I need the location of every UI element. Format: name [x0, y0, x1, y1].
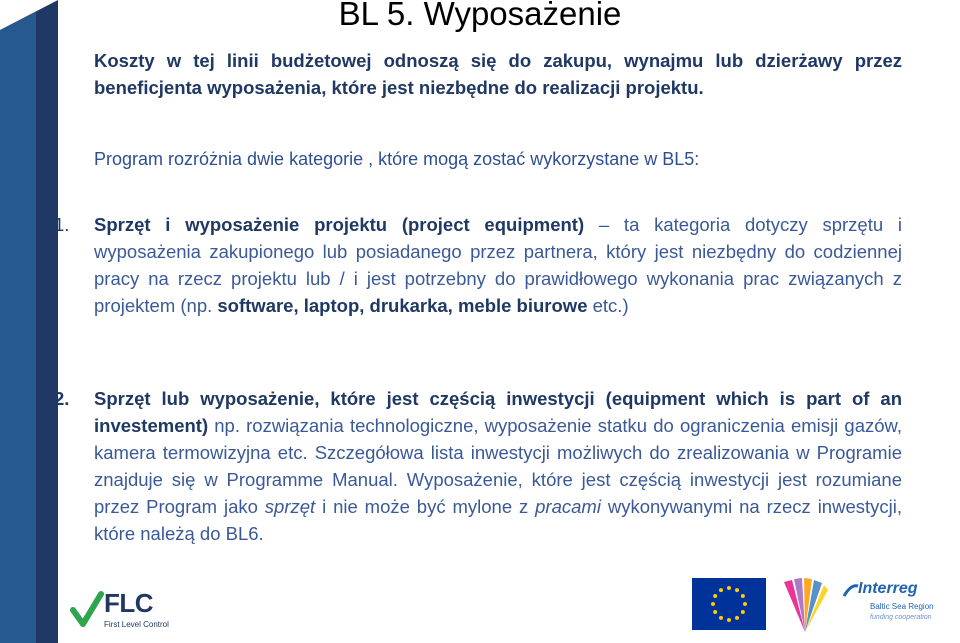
eu-star	[743, 602, 747, 606]
list-item-2	[54, 385, 902, 547]
interreg-title: Interreg	[858, 580, 918, 597]
flc-logo	[70, 586, 169, 638]
eu-star	[727, 586, 731, 590]
flc-logo-text: FLC	[104, 588, 154, 618]
eu-star	[719, 616, 723, 620]
eu-star	[713, 594, 717, 598]
eu-star	[713, 610, 717, 614]
program-line: Program rozróżnia dwie kategorie , które mogą zostać wykorzystane w BL5:	[94, 149, 700, 169]
fan-logo-icon	[780, 576, 830, 634]
intro-paragraph: Koszty w tej linii budżetowej odnoszą się do zakupu, wynajmu lub dzierżawy przez beneficjenta wyposażenia, które jest niezbędne do realizacji projektu.	[94, 50, 902, 98]
item2-italic-2: pracami	[535, 496, 601, 517]
item2-text-b: i nie może być mylone z	[315, 496, 536, 517]
list-number-2: 2.	[54, 388, 70, 409]
eu-star	[735, 616, 739, 620]
slide-title: BL 5. Wyposażenie	[338, 0, 622, 32]
left-decorative-ribbon	[0, 0, 58, 643]
eu-flag-icon	[692, 578, 766, 630]
footer-logos	[0, 572, 960, 643]
item2-text-a: np. rozwiązania technologiczne, wyposażenie statku do ograniczenia emisji gazów, kamera termowizyjna etc. Szczegółowa lista inwestycji możliwych do zrealizowania w Programie znajduje się w Programme Manual. Wyposażenie, które jest częścią inwestycji jest rozumiane przez Program jako	[94, 415, 902, 517]
item1-text-a: – ta kategoria dotyczy sprzętu i wyposażenia zakupionego lub posiadanego przez partnera, który jest niezbędny do codziennej pracy na rzecz projektu lub / i jest potrzebny do prawidłowego wykonania prac związanych z projektem (np.	[94, 214, 903, 316]
item1-text-b: etc.)	[587, 295, 629, 316]
item2-text-c: wykonywanymi na rzecz inwestycji, które należą do BL6.	[94, 496, 902, 544]
eu-star	[719, 588, 723, 592]
eu-star	[711, 602, 715, 606]
eu-star	[741, 594, 745, 598]
item2-bold-lead: Sprzęt lub wyposażenie, które jest częścią inwestycji (equipment which is part of an investement)	[94, 388, 902, 436]
checkmark-icon	[70, 590, 104, 630]
list-number-1: 1.	[54, 214, 70, 235]
interreg-logo	[842, 576, 954, 634]
interreg-sub: Baltic Sea Region	[870, 602, 934, 611]
item1-bold-lead: Sprzęt i wyposażenie projektu (project equipment)	[94, 214, 585, 235]
eu-star	[727, 618, 731, 622]
item2-italic-1: sprzęt	[264, 496, 316, 517]
eu-star	[741, 610, 745, 614]
interreg-sub2: funding cooperation	[870, 614, 932, 621]
item1-bold-examples: software, laptop, drukarka, meble biurowe	[217, 295, 588, 316]
flc-logo-sub: First Level Control	[104, 620, 169, 629]
eu-star	[735, 588, 739, 592]
list-item-1	[54, 211, 903, 319]
